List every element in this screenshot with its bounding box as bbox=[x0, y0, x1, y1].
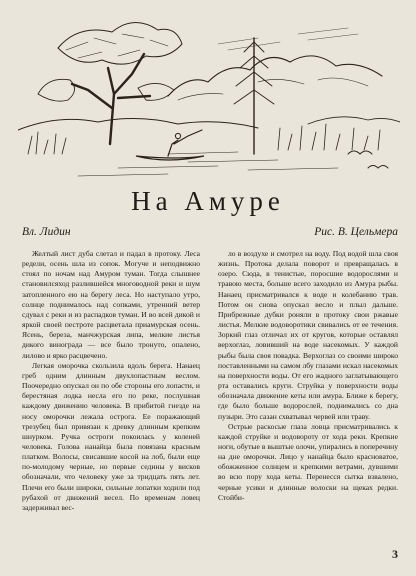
article-title: На Амуре bbox=[131, 186, 285, 216]
author-name: Вл. Лидин bbox=[22, 226, 71, 238]
paragraph: Желтый лист дуба слетал и падал в протоку. Леса редели, осень шла из сопок. Могуче и неподвижно стоял по ночам над Амуром туман. Тогда слышнее становилсяход разлившейся многоводной реки и шум затопленного ею на берегу леса. Но наступало утро, солнце поднималось над сопками, утренний ветер сдувал с реки и из распадков туман. И во всей дикой и яркой своей пестроте расцветала приамурская осень. Ясень, береза, манчжурская липа, мелкие листья дикого винограда — все было тронуто, опалено, лилово и ярко расцвечено. bbox=[22, 249, 200, 360]
illustrator-credit: Рис. В. Цельмера bbox=[314, 226, 398, 238]
amur-river-illustration bbox=[18, 4, 400, 184]
text-column-right bbox=[218, 249, 398, 503]
paragraph: Легкая оморочка скользила вдоль берега. Нанаец греб одним длинным двухлопастным веслом. Поочередно опускал он по обе стороны его лопасти, и берестяная лодка несла его по реке, послушная каждому движению человека. В прибитой гнезде на носу оморочки лежала острога. Ее поражающий трезубец был привязан к древку длинным крепким шнурком. Ручка остроги покоилась у коленей человека. Голова нанайца была повязана красным платком. Волосы, свисавшие косой на лоб, были еще по-молодому черные, но первые седины у висков обозначали, что человеку уже за тридцать пять лет. Плечи его были широки, сильные лопатки ходили под рубахой от движений весел. По временам ловец задерживал вес- bbox=[22, 360, 200, 512]
page-number: 3 bbox=[392, 547, 398, 561]
paragraph: Острые раскосые глаза ловца присматривались к каждой струйке и водовороту от хода реки. Крепкие ноги, обутые в выштые олочи, упирались в поперечину на дне оморочки. Лицо у нанайца было красноватое, обожженное солнцем и крепкими ветрами, дувшими во всю пору хода кеты. Перенесся сытка взвалено, черные усики и длинные волоски на щеках редки. Стойби- bbox=[218, 421, 398, 502]
paragraph: ло в воздухе и смотрел на воду. Под водой шла своя жизнь. Протока делала поворот и превращалась в озеро. Сюда, в тенистые, поросшие водорослями и травою места, больше всего заходило из Амура рыбы. Нанаец присматривался к воде и колебанию трав. Потом он снова опускал весло и плыл дальше. Прибрежные дубки роняли в протоку свои ржавые листья. Мелкие водоворотики свивались от ее течения. Зоркий глаз отличал их от кругов, которые оставлял верхоглаз, ловивший на воде насекомых. У каждой рыбы была своя повадка. Верхоглаз со своими широко поставленными на самом лбу глазами искал насекомых на поверхности воды. От его жадного заглатывающего рта оставались круги. Струйка у поверхности воды обозначала движение кеты или амура. Ближе к берегу, где было больше водорослей, поднимались со дна пузыри. Это сазан схватывал червей или траву. bbox=[218, 249, 398, 421]
text-column-left bbox=[22, 249, 200, 513]
